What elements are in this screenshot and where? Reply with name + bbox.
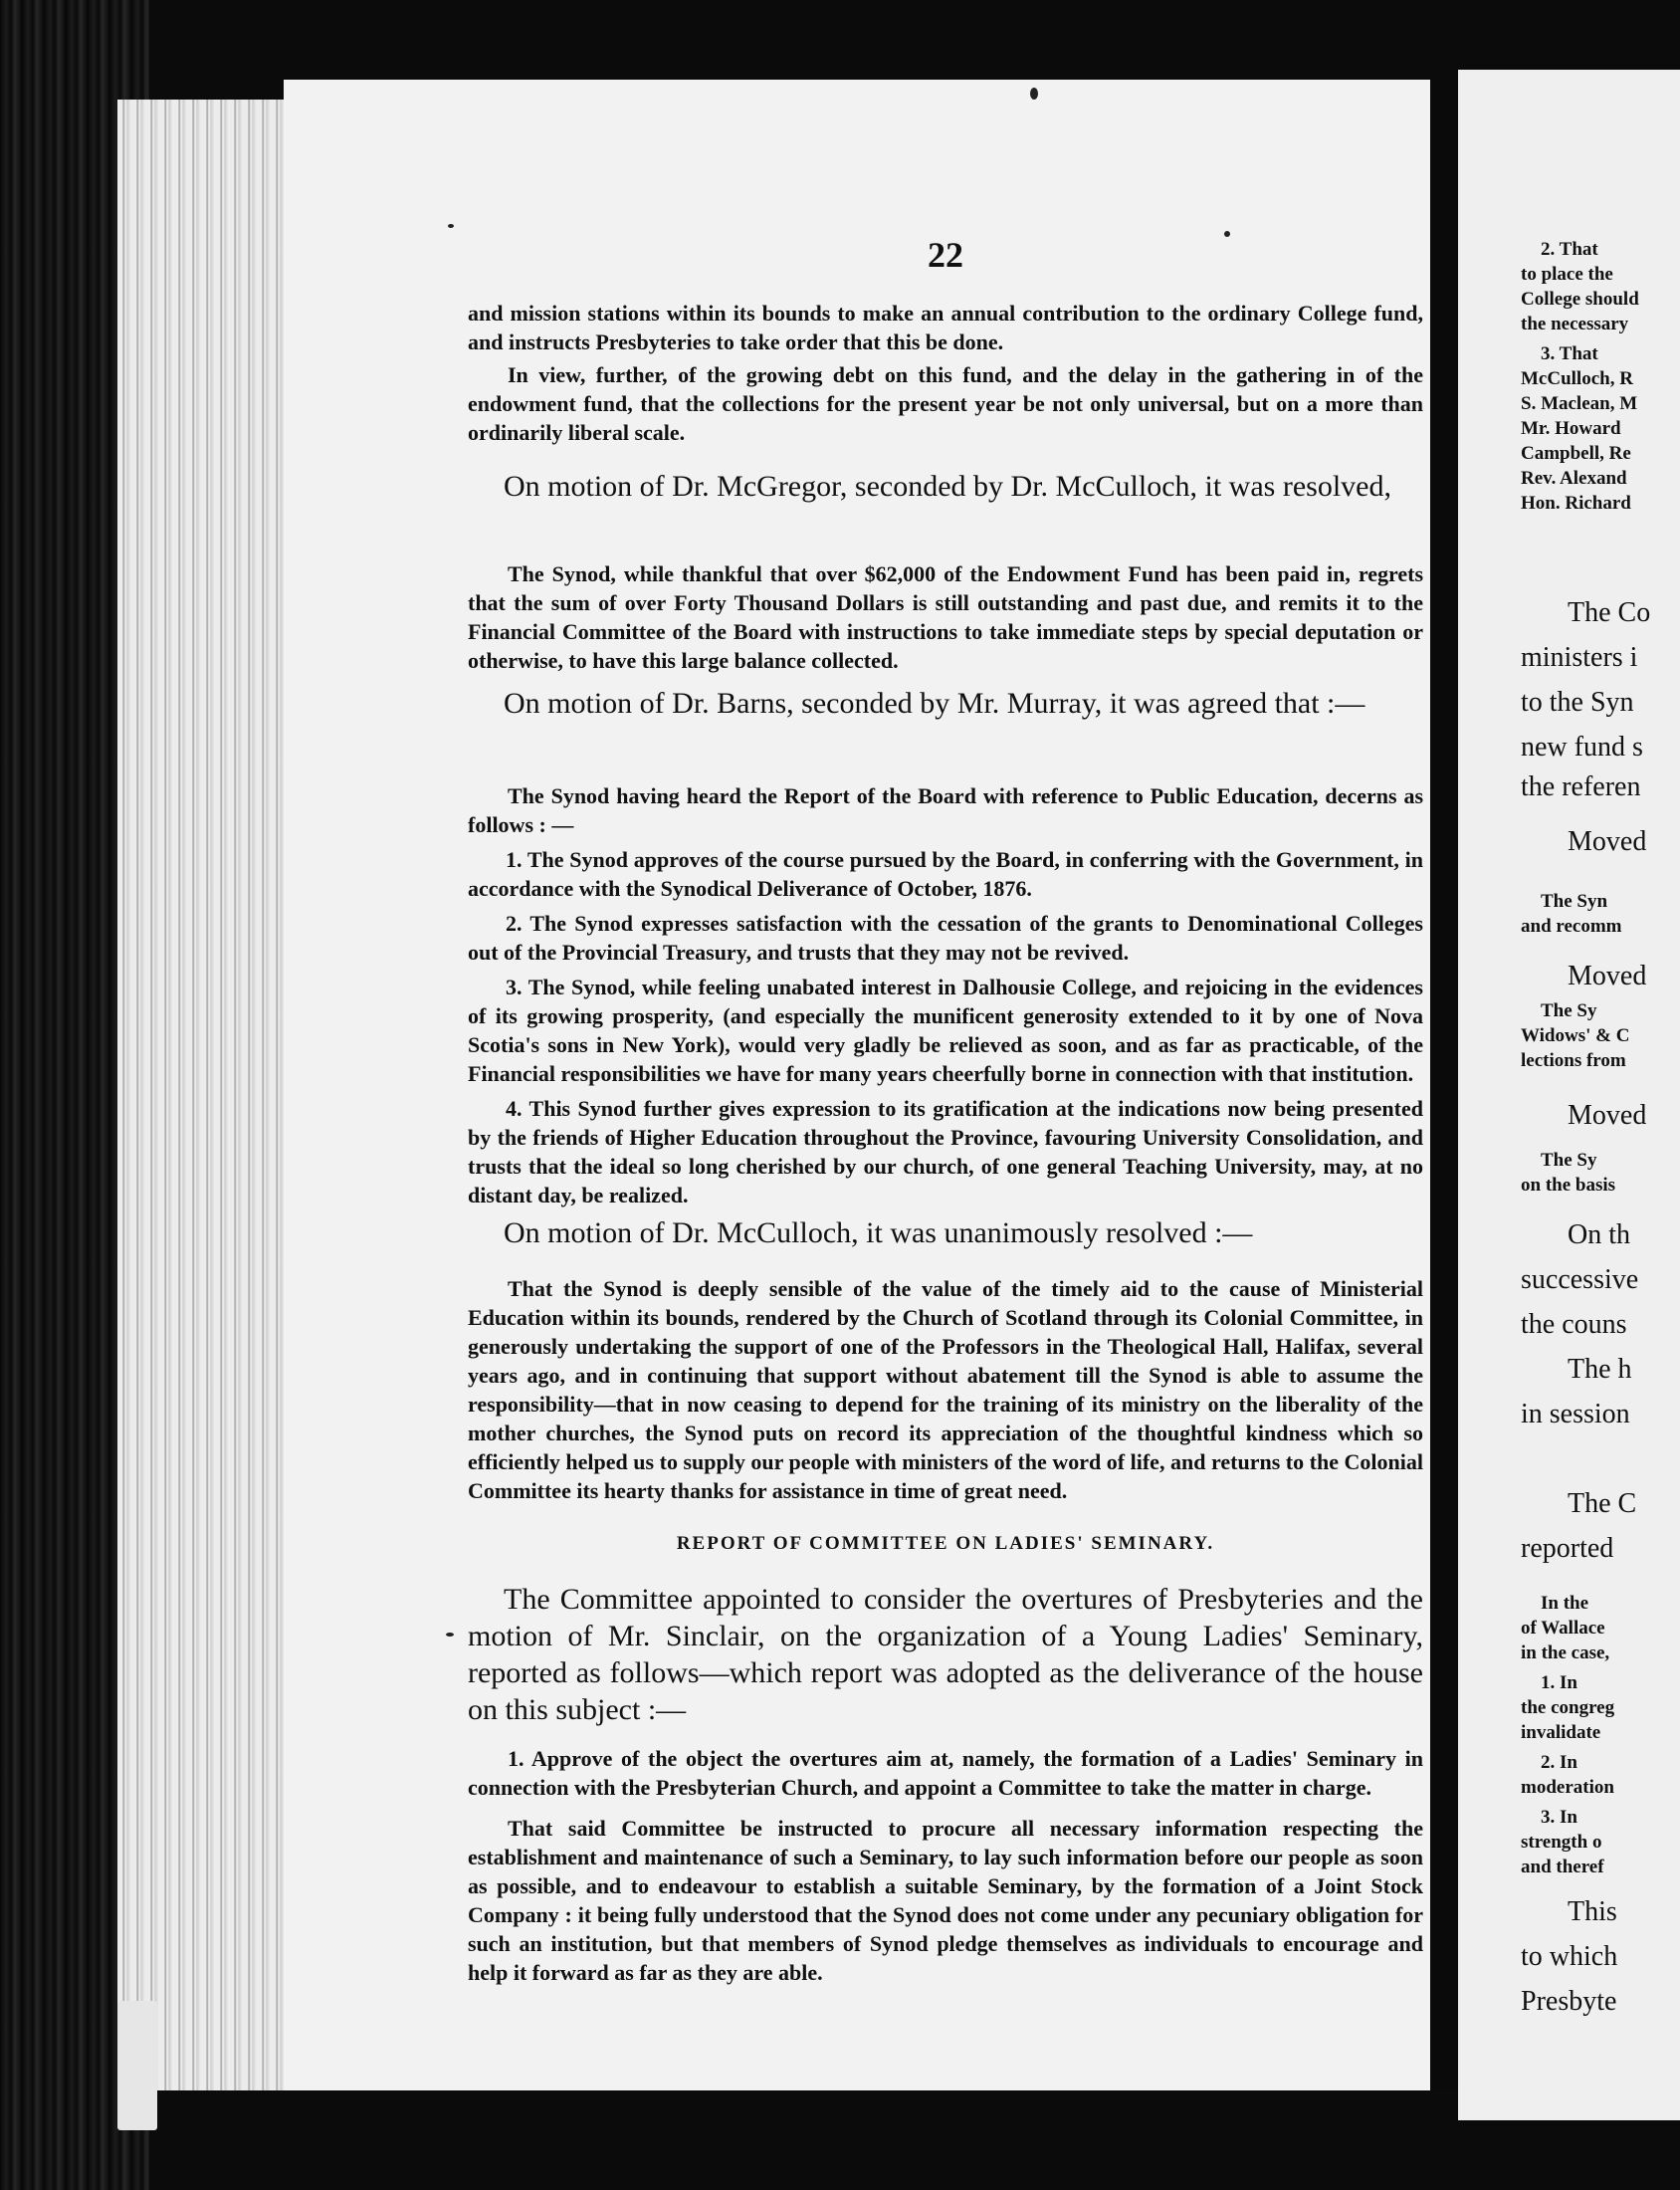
right-page-fragment: College should (1521, 289, 1639, 310)
paragraph-college-fund (468, 299, 1423, 447)
right-page-fragment: Moved (1568, 961, 1647, 991)
right-page-fragment: moderation (1521, 1777, 1614, 1798)
right-page-fragment: 3. That (1541, 343, 1598, 364)
right-page-fragment: the couns (1521, 1309, 1627, 1340)
section-heading: REPORT OF COMMITTEE ON LADIES' SEMINARY. (676, 1533, 1215, 1554)
right-page-fragment: and theref (1521, 1857, 1604, 1877)
right-page-fragment: The Syn (1541, 891, 1608, 912)
resolution-colonial-committee (468, 1274, 1423, 1505)
page-gutter (1430, 80, 1458, 2090)
report-text: The Committee appointed to consider the overtures of Presbyteries and the motion of Mr. Sinclair, on the organization of a Young Ladies' Seminary, reported as follows—which report was adopted as the deliverance of the house on this subject :— (468, 1583, 1423, 1726)
right-page-fragment: This (1568, 1896, 1617, 1927)
right-page-fragment: to place the (1521, 264, 1613, 285)
right-page-fragment: Hon. Richard (1521, 493, 1631, 514)
right-page-fragment: Presbyte (1521, 1986, 1617, 2017)
resolution-text: The Synod, while thankful that over $62,000 of the Endowment Fund has been paid in, regrets that the sum of over Forty Thousand Dollars is still outstanding and past due, and remits it to the Financial Committee of the Board with instructions to take immediate steps by special deputation or otherwise, to have this large balance collected. (468, 561, 1423, 673)
right-page-fragment: Widows' & C (1521, 1025, 1630, 1046)
right-page-fragment: S. Maclean, M (1521, 393, 1638, 414)
list-item: 2. The Synod expresses satisfaction with the cessation of the grants to Denominational Colleges out of the Provincial Treasury, and trusts that they may not be revived. (468, 911, 1423, 965)
right-page-fragment: of Wallace (1521, 1618, 1605, 1639)
section-heading-ladies-seminary (468, 1533, 1423, 1555)
motion-text: On motion of Dr. McCulloch, it was unanimously resolved :— (504, 1216, 1253, 1249)
committee-report (468, 1581, 1423, 1728)
right-page-fragment: 3. In (1541, 1807, 1577, 1828)
scan-speck (448, 224, 454, 228)
right-page-fragment: 2. That (1541, 239, 1598, 260)
right-page-fragment: 1. In (1541, 1672, 1577, 1693)
right-page-fragment: Mr. Howard (1521, 418, 1621, 439)
seminary-deliverance (468, 1744, 1423, 1987)
right-page-fragment: Moved (1568, 1100, 1647, 1131)
resolution-text: The Synod having heard the Report of the Board with reference to Public Education, decerns as follows : — (468, 783, 1423, 837)
right-page-fragment: McCulloch, R (1521, 368, 1633, 389)
right-page-fragment: the congreg (1521, 1697, 1615, 1718)
page-edges (117, 100, 287, 2090)
right-page-fragment: to the Syn (1521, 687, 1634, 718)
right-page-fragment: in session (1521, 1399, 1630, 1429)
motion-text: On motion of Dr. McGregor, seconded by Dr. McCulloch, it was resolved, (504, 470, 1391, 503)
right-page-fragment: The C (1568, 1488, 1637, 1519)
right-page (1458, 70, 1680, 2120)
list-item: 1. The Synod approves of the course pursued by the Board, in conferring with the Government, in accordance with the Synodical Deliverance of October, 1876. (468, 847, 1423, 901)
motion-barns (468, 685, 1423, 722)
list-item: 1. Approve of the object the overtures aim at, namely, the formation of a Ladies' Seminary in connection with the Presbyterian Church, and appoint a Committee to take the matter in charge. (468, 1746, 1423, 1800)
right-page-fragment: Rev. Alexand (1521, 468, 1627, 489)
right-page-fragment: to which (1521, 1941, 1618, 1972)
right-page-fragment: Campbell, Re (1521, 443, 1631, 464)
right-page-fragment: new fund s (1521, 732, 1643, 763)
scan-speck (1030, 88, 1038, 100)
right-page-fragment: successive (1521, 1264, 1639, 1295)
resolution-education (468, 781, 1423, 1209)
right-page-fragment: ministers i (1521, 642, 1638, 673)
right-page-fragment: The Sy (1541, 1150, 1597, 1171)
right-page-fragment: lections from (1521, 1050, 1626, 1071)
resolution-endowment (468, 559, 1423, 675)
motion-text: On motion of Dr. Barns, seconded by Mr. Murray, it was agreed that :— (504, 687, 1365, 720)
right-page-fragment: and recomm (1521, 916, 1622, 937)
list-item: 3. The Synod, while feeling unabated interest in Dalhousie College, and rejoicing in the evidences of its growing prosperity, (and especially the munificent generosity extended to it by one of Nova Scotia's sons in New York), would very gladly be relieved as soon, and as far as practicable, of the Financial responsibilities we have for many years cheerfully borne in connection with that institution. (468, 975, 1423, 1086)
right-page-fragment: On th (1568, 1219, 1630, 1250)
right-page-fragment: 2. In (1541, 1752, 1577, 1773)
right-page-fragment: Moved (1568, 826, 1647, 857)
right-page-fragment: the referen (1521, 771, 1641, 802)
motion-mcculloch (468, 1214, 1423, 1251)
instruction-text: That said Committee be instructed to procure all necessary information respecting the establishment and maintenance of such a Seminary, to lay such information before our people as soon as possible, and to endeavour to establish a suitable Seminary, by the formation of a Joint Stock Company : it being fully understood that the Synod does not come under any pecuniary obligation for such an institution, but that members of Synod pledge themselves as individuals to encourage and help it forward as far as they are able. (468, 1816, 1423, 1985)
motion-mcgregor (468, 468, 1423, 505)
right-page-fragment: The Co (1568, 597, 1651, 628)
right-page-fragment: invalidate (1521, 1722, 1601, 1743)
right-page-fragment: The Sy (1541, 1000, 1597, 1021)
list-item: 4. This Synod further gives expression to its gratification at the indications now being presented by the friends of Higher Education throughout the Province, favouring University Consolidation, and trusts that the ideal so long cherished by our church, of one general Teaching University, may, at no distant day, be realized. (468, 1096, 1423, 1207)
right-page-fragment: The h (1568, 1354, 1632, 1385)
scan-speck (446, 1633, 454, 1637)
right-page-fragment: reported (1521, 1533, 1614, 1564)
text-block: In view, further, of the growing debt on this fund, and the delay in the gathering in of the endowment fund, that the collections for the present year be not only universal, but on a more than ordinarily liberal scale. (468, 362, 1423, 445)
text-block: and mission stations within its bounds to make an annual contribution to the ordinary College fund, and instructs Presbyteries to take order that this be done. (468, 301, 1423, 354)
page-number: 22 (928, 235, 963, 275)
right-page-fragment: on the basis (1521, 1175, 1616, 1196)
right-page-fragment: strength o (1521, 1832, 1602, 1853)
resolution-text: That the Synod is deeply sensible of the value of the timely aid to the cause of Ministerial Education within its bounds, rendered by the Church of Scotland through its Colonial Committee, in generously undertaking the support of one of the Professors in the Theological Hall, Halifax, several years ago, and in continuing that support without abatement till the Synod is able to assume the responsibility—that in now ceasing to depend for the training of its ministry on the liberality of the mother churches, the Synod puts on record its appreciation of the thoughtful kindness which so efficiently helped us to supply our people with ministers of the word of life, and returns to the Colonial Committee its hearty thanks for assistance in time of great need. (468, 1276, 1423, 1503)
right-page-fragment: In the (1541, 1593, 1589, 1614)
right-page-fragment: in the case, (1521, 1642, 1610, 1663)
right-page-fragment: the necessary (1521, 314, 1629, 334)
page-tab-marker (117, 2001, 157, 2130)
